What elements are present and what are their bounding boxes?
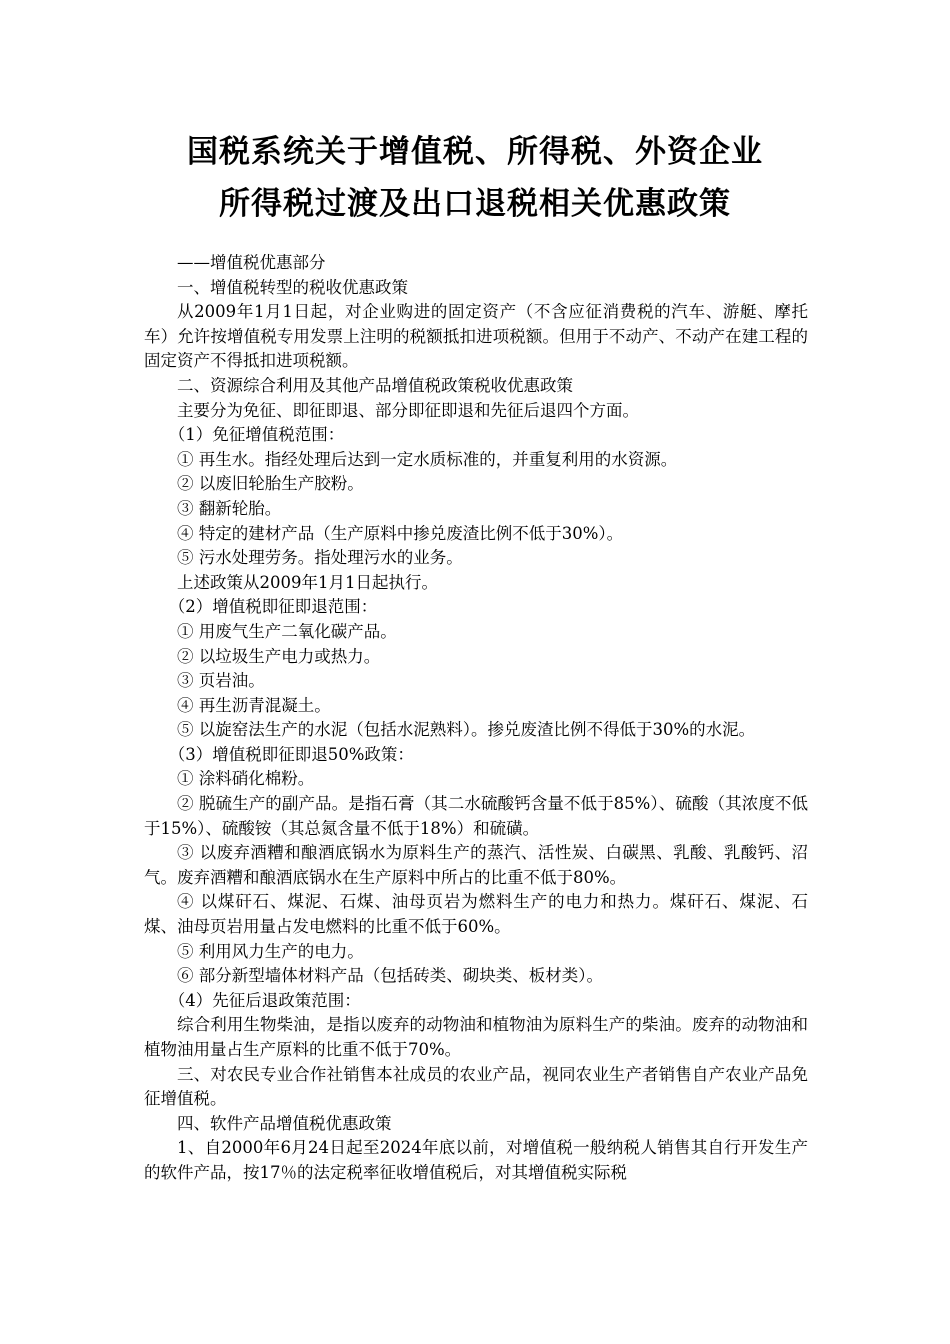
subsection-heading: （1）免征增值税范围： xyxy=(168,425,345,445)
list-item: ⑥ 部分新型墙体材料产品（包括砖类、砌块类、板材类）。 xyxy=(177,966,603,986)
list-item: ② 脱硫生产的副产品。是指石膏（其二水硫酸钙含量不低于85%）、硫酸（其浓度不低于15%）、硫酸铵（其总氮含量不低于18%）和硫磺。 xyxy=(144,794,808,838)
paragraph: 上述政策从2009年1月1日起执行。 xyxy=(177,572,438,592)
list-item: ④ 特定的建材产品（生产原料中掺兑废渣比例不低于30%）。 xyxy=(177,523,624,543)
document-title-line2: 所得税过渡及出口退税相关优惠政策 xyxy=(219,186,731,222)
section-heading: ——增值税优惠部分 xyxy=(177,253,326,272)
paragraph: 1、自2000年6月24日起至2024年底以前，对增值税一般纳税人销售其自行开发生产的软件产品，按17％的法定税率征收增值税后，对其增值税实际税 xyxy=(144,1138,808,1182)
subsection-heading: （3）增值税即征即退50%政策： xyxy=(168,744,414,764)
list-item: ⑤ 以旋窑法生产的水泥（包括水泥熟料）。掺兑废渣比例不得低于30%的水泥。 xyxy=(177,720,756,740)
paragraph: 综合利用生物柴油，是指以废弃的动物油和植物油为原料生产的柴油。废弃的动物油和植物油用量占生产原料的比重不低于70%。 xyxy=(144,1015,808,1059)
paragraph: 主要分为免征、即征即退、部分即征即退和先征后退四个方面。 xyxy=(177,400,639,420)
document-title-line1: 国税系统关于增值税、所得税、外资企业 xyxy=(187,134,763,170)
subsection-heading: （2）增值税即征即退范围： xyxy=(168,597,378,617)
section-heading: 四、软件产品增值税优惠政策 xyxy=(177,1113,392,1133)
list-item: ④ 以煤矸石、煤泥、石煤、油母页岩为燃料生产的电力和热力。煤矸石、煤泥、石煤、油母页岩用量占发电燃料的比重不低于60%。 xyxy=(144,892,808,937)
list-item: ⑤ 利用风力生产的电力。 xyxy=(177,941,364,961)
list-item: ① 涂料硝化棉粉。 xyxy=(177,769,315,789)
section-heading: 二、资源综合利用及其他产品增值税政策税收优惠政策 xyxy=(177,375,573,395)
document-body xyxy=(144,251,808,1186)
list-item: ② 以废旧轮胎生产胶粉。 xyxy=(177,474,364,494)
list-item: ③ 页岩油。 xyxy=(177,671,265,691)
section-heading: 一、增值税转型的税收优惠政策 xyxy=(177,277,408,297)
list-item: ② 以垃圾生产电力或热力。 xyxy=(177,646,381,666)
list-item: ① 用废气生产二氧化碳产品。 xyxy=(177,621,397,641)
section-heading: 三、对农民专业合作社销售本社成员的农业产品，视同农业生产者销售自产农业产品免征增值税。 xyxy=(144,1064,808,1109)
list-item: ① 再生水。指经处理后达到一定水质标准的，并重复利用的水资源。 xyxy=(177,449,678,469)
list-item: ③ 翻新轮胎。 xyxy=(177,498,282,518)
list-item: ⑤ 污水处理劳务。指处理污水的业务。 xyxy=(177,548,463,568)
list-item: ③ 以废弃酒糟和酿酒底锅水为原料生产的蒸汽、活性炭、白碳黑、乳酸、乳酸钙、沼气。废弃酒糟和酿酒底锅水在生产原料中所占的比重不低于80%。 xyxy=(144,843,808,887)
subsection-heading: （4）先征后退政策范围： xyxy=(168,990,361,1010)
paragraph: 从2009年1月1日起，对企业购进的固定资产（不含应征消费税的汽车、游艇、摩托车）允许按增值税专用发票上注明的税额抵扣进项税额。但用于不动产、不动产在建工程的固定资产不得抵扣进项税额。 xyxy=(144,302,808,371)
list-item: ④ 再生沥青混凝土。 xyxy=(177,695,331,715)
